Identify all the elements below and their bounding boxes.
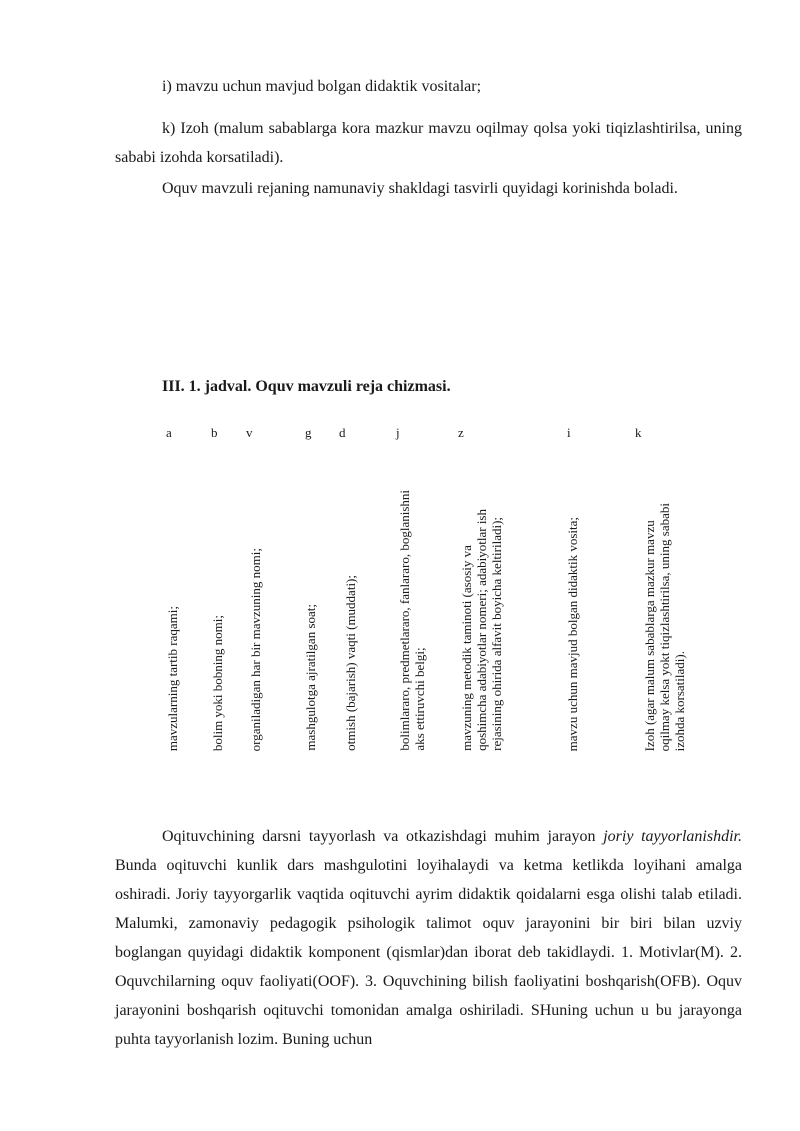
column-header-line: organiladigan har bir mavzuning nomi; <box>248 547 263 751</box>
column-header-line: bolim yoki bobning nomi; <box>210 614 225 751</box>
column-header-line: oqilmay kelsa yokt tiqizlashtirilsa, uning sababi <box>657 502 672 751</box>
column-letter-i: i <box>567 425 571 440</box>
column-letter-b: b <box>211 425 218 440</box>
column-header-b <box>210 615 225 751</box>
column-header-a <box>165 606 180 751</box>
column-letter-z: z <box>458 425 464 440</box>
column-header-line: bolimlararo, predmetlararo, fanlararo, boglanishni <box>397 490 412 751</box>
column-header-line: mavzu uchun mavjud bolgan didaktik vosita; <box>565 516 580 751</box>
column-letter-k: k <box>635 425 642 440</box>
column-header-line: mavzularning tartib raqami; <box>165 605 180 751</box>
paragraph-body <box>115 822 742 1054</box>
paragraph-k: k) Izoh (malum sabablarga kora mazkur mavzu oqilmay qolsa yoki tiqizlashtirilsa, uning sababi izohda korsatiladi). <box>115 120 742 166</box>
column-letter-a: a <box>166 425 172 440</box>
column-letter-d: d <box>339 425 346 440</box>
column-header-line: Izoh (agar malum sabablarga mazkur mavzu <box>642 519 657 751</box>
paragraph-intro: Oquv mavzuli rejaning namunaviy shakldagi tasvirli quyidagi korinishda boladi. <box>162 180 678 197</box>
body-text-a: Oqituvchining darsni tayyorlash va otkazishdagi muhim jarayon <box>162 828 604 845</box>
column-header-line: mashgulotga ajratilgan soat; <box>303 604 318 751</box>
column-header-line: izohda korsatiladi). <box>672 650 687 751</box>
column-letter-j: j <box>396 425 400 440</box>
column-header-z <box>459 509 504 751</box>
column-header-line: aks ettiruvchi belgi; <box>412 647 427 751</box>
body-emphasis: joriy tayyorlanishdir. <box>603 828 743 845</box>
paragraph-i: i) mavzu uchun mavjud bolgan didaktik vositalar; <box>162 78 482 95</box>
column-header-k <box>642 503 687 751</box>
column-header-j <box>397 490 427 751</box>
column-header-line: rejasining ohirida alfavit boyicha keltiriladi); <box>489 517 504 751</box>
column-header-g <box>303 604 318 751</box>
column-header-line: qoshimcha adabiyotlar nomeri; adabiyotlar ish <box>474 509 489 751</box>
column-header-line: mavzuning metodik taminoti (asosiy va <box>459 545 474 751</box>
column-header-i <box>565 517 580 751</box>
column-header-d <box>343 575 358 751</box>
column-header-line: otmish (bajarish) vaqti (muddati); <box>343 575 358 751</box>
table-title: III. 1. jadval. Oquv mavzuli reja chizmasi. <box>162 378 451 395</box>
body-text-b: Bunda oqituvchi kunlik dars mashgulotini loyihalaydi va ketma ketlikda loyihani amalga oshiradi. Joriy tayyorgarlik vaqtida oqituvchi ayrim didaktik qoidalarni esga olishi talab etiladi. Malumki, zamonaviy pedagogik psihologik talimot oquv jarayonini bir biri bilan uzviy boglangan quyidagi didaktik komponent (qismlar)dan iborat deb takidlaydi. 1. Motivlar(M). 2. Oquvchilarning oquv faoliyati(OOF). 3. Oquvchining bilish faoliyatini boshqarish(OFB). Oquv jarayonini boshqarish oqituvchi tomonidan amalga oshiriladi. SHuning uchun u bu jarayonga puhta tayyorlanish lozim. Buning uchun <box>115 857 742 1048</box>
column-header-v <box>248 548 263 751</box>
column-letter-g: g <box>305 425 312 440</box>
column-letter-v: v <box>246 425 253 440</box>
